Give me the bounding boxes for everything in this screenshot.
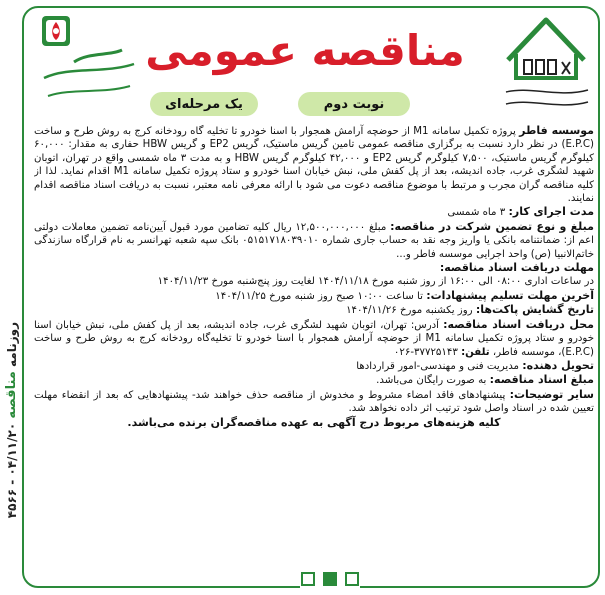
opening-text: روز یکشنبه مورخ ۱۴۰۴/۱۱/۲۶: [346, 305, 473, 317]
delivery-row: [34, 359, 594, 373]
fater-logo: [500, 12, 594, 122]
side-label: [0, 250, 22, 590]
opening-label: تاریخ گشایش پاکت‌ها:: [475, 303, 594, 317]
phone-label: تلفن:: [461, 346, 490, 358]
round-badge: نوبت دوم: [298, 92, 410, 116]
place-text: آدرس: تهران، اتوبان شهید لشگری غرب، جاده اندیشه، بعد از پل کفش ملی، نبش خیابان اسنا خودرو و ستاد پروژه تکمیل سامانه M1 از حوضچه آرامش همجوار با اسنا خودرو تا تخلیه‌گاه رودخانه کرج به روش طرح و ساخت (E.P.C)، موسسه فاطر،: [34, 319, 594, 358]
fee-row: [34, 373, 594, 387]
stage-badge: یک مرحله‌ای: [150, 92, 258, 116]
footer-note: کلیه هزینه‌های مربوط درج آگهی به عهده مناقصه‌گران برنده می‌باشد.: [127, 415, 501, 429]
side-brand: مناقصه: [3, 371, 19, 419]
delivery-text: مدیریت فنی و مهندسی-امور قراردادها: [356, 360, 519, 372]
docs-text: در ساعات اداری ۰۸:۰۰ الی ۱۶:۰۰ از روز شنبه مورخ ۱۴۰۴/۱۱/۱۸ لغایت روز پنج‌شنبه مورخ ۱۴۰۴/۱۱/۲۳: [157, 276, 594, 288]
side-label-text: [4, 322, 19, 518]
duration-label: مدت اجرای کار:: [508, 205, 594, 219]
delivery-label: تحویل دهنده:: [522, 358, 594, 372]
intro-lead: موسسه فاطر: [519, 124, 594, 137]
phone-text: ۳۷۷۲۵۱۴۳-۰۲۶: [393, 346, 458, 358]
frame-decoration: [300, 568, 360, 590]
tender-body: [34, 124, 594, 554]
khatam-logo: [34, 12, 152, 130]
guarantee-text: مبلغ ۱۲,۵۰۰,۰۰۰,۰۰۰ ریال کلیه تضامین مورد قبول آیین‌نامه تضمین معاملات دولتی اعم از: ضمانتنامه بانکی یا واریز وجه نقد به حساب جاری شماره ۰۵۱۵۱۷۱۸۰۳۹۰۱۰ بانک سپه شعبه تهرانسر به نام قرارگاه سازندگی خاتم‌الانبیا (ص) واحد اجرایی موسسه فاطر و...: [34, 221, 594, 260]
opening-row: [34, 303, 594, 317]
intro-text: پروژه تکمیل سامانه M1 از حوضچه آرامش همجوار با اسنا خودرو تا تخلیه گاه رودخانه کرج به روش طرح و ساخت (E.P.C) در نظر دارد نسبت به برگزاری مناقصه عمومی تامین گریس ماستیک، گریس EP2 و گریس HBW حفاری به مقدار: ۶۰,۰۰۰ کیلوگرم گریس ماستیک، ۷,۵۰۰ کیلوگرم گریس EP2 و ۴۲,۰۰۰ کیلوگرم گریس HBW و به مدت ۳ ماه شمسی واقع در تهران، اتوبان شهید لشگری غرب، جاده اندیشه، بعد از پل کفش ملی، نبش خیابان اسنا خودرو و ستاد پروژه تکمیل سامانه M1 اقدام نماید. لذا از کلیه مناقصه گران مجرب و مرتبط با موضوع مناقصه دعوت می شود با ارائه معرفی نامه معتبر، نسبت به دریافت اسناد مناقصه اقدام نمایند.: [34, 126, 594, 205]
fee-text: به صورت رایگان می‌باشد.: [376, 375, 487, 387]
place-label: محل دریافت اسناد مناقصه:: [443, 317, 594, 331]
page-title: مناقصه عمومی: [145, 26, 465, 75]
khatam-emblem-icon: [34, 12, 152, 130]
duration-row: [34, 205, 594, 219]
deadline-label: آخرین مهلت تسلیم پیشنهادات:: [426, 288, 594, 302]
decor-square-icon: [301, 572, 315, 586]
other-text: پیشنهادهای فاقد امضاء مشروط و مخدوش از مناقصه حذف خواهند شد- پیشنهادهایی که بعد از انقضاء مهلت تعیین شده در اسناد واصل شود ترتیب اثر داده نخواهد شد.: [34, 389, 594, 415]
decor-square-filled-icon: [323, 572, 337, 586]
guarantee-label: مبلغ و نوع تضمین شرکت در مناقصه:: [390, 219, 594, 233]
place-row: [34, 318, 594, 359]
duration-value: ۳ ماه شمسی: [447, 207, 506, 219]
fater-house-icon: [500, 12, 594, 122]
docs-label: مهلت دریافت اسناد مناقصه:: [439, 261, 594, 275]
docs-label-row: [34, 261, 594, 275]
docs-text-row: [34, 275, 594, 288]
fee-label: مبلغ اسناد مناقصه:: [489, 373, 594, 387]
other-label: سایر توضیحات:: [509, 387, 594, 401]
intro-paragraph: [34, 124, 594, 205]
side-paper: روزنامه: [4, 321, 19, 367]
guarantee-row: [34, 220, 594, 261]
decor-square-icon: [345, 572, 359, 586]
deadline-row: [34, 289, 594, 303]
other-row: [34, 388, 594, 416]
side-issue: ۰۴/۱۱/۲۰ - ۴۵۶۶: [4, 422, 19, 519]
deadline-text: تا ساعت ۱۰:۰۰ صبح روز شنبه مورخ ۱۴۰۴/۱۱/۲۵: [215, 290, 423, 302]
